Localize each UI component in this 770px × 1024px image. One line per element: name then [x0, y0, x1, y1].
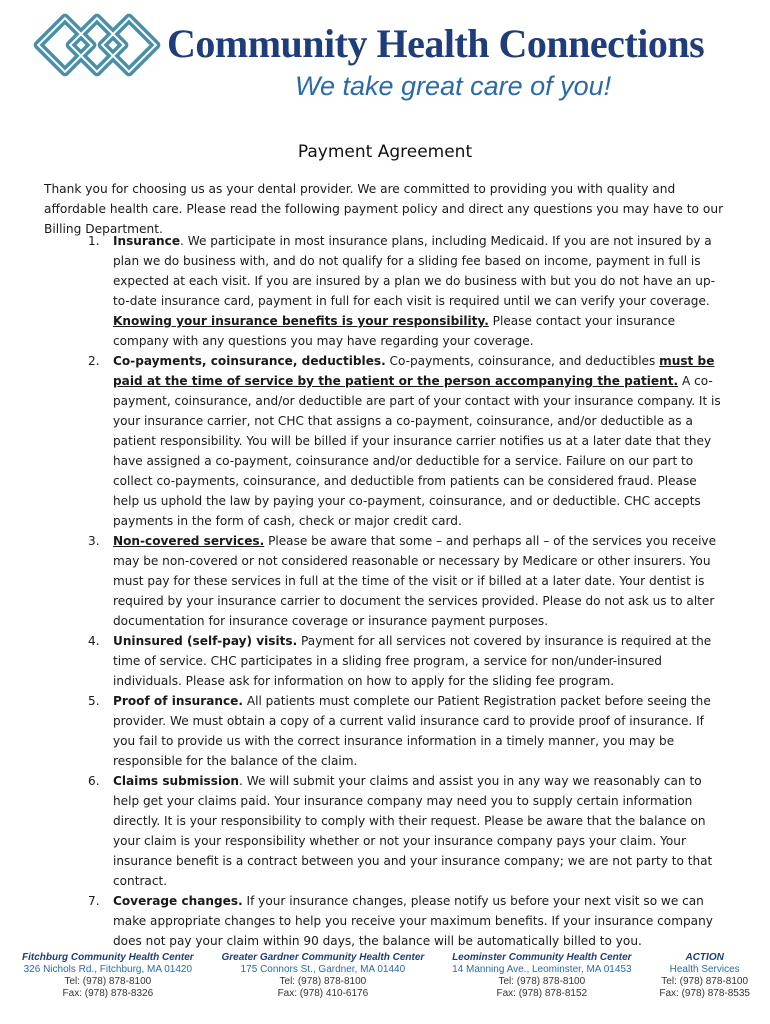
footer-location-action [659, 952, 750, 1000]
location-name: Greater Gardner Community Health Center [221, 952, 425, 963]
footer-location-gardner [221, 952, 424, 1000]
item-text-continued: Please contact your insurance company with any questions you may have regarding your coverage. [113, 314, 676, 348]
item-text: . We participate in most insurance plans, including Medicaid. If you are not insured by a plan we do business with, and do not qualify for a sliding fee based on income, payment in full is expected at each visit. If you are insured by a plan we do business with but you do not have an up-to-date insurance card, payment in full for each visit is required until we can verify your coverage. [113, 234, 716, 308]
item-number: 5. [88, 694, 100, 708]
item-text-continued: A co-payment, coinsurance, and/or deductible are part of your contact with your insurance company. It is your insurance carrier, not CHC that assigns a co-payment, coinsurance, and/or deductible as a patient responsibility. You will be billed if your insurance carrier notifies us at a later date that they have assigned a co-payment, coinsurance and/or deductible for a service. Failure on our part to collect co-payments, coinsurance, and deductible from patients can be considered fraud. Please help us uphold the law by paying your co-payment, coinsurance, and or deductible. CHC accepts payments in the form of cash, check or major credit card. [113, 374, 721, 528]
location-name: ACTION [685, 952, 724, 963]
location-name: Fitchburg Community Health Center [22, 952, 194, 963]
location-fax: Fax: (978) 878-8152 [496, 988, 588, 999]
brand-name: Community Health Connections [167, 21, 705, 66]
item-text: Co-payments, coinsurance, and deductibles [385, 354, 660, 368]
location-tel: Tel: (978) 878-8100 [661, 976, 749, 987]
item-emphasis: Knowing your insurance benefits is your responsibility. [113, 314, 489, 328]
location-fax: Fax: (978) 410-6176 [277, 988, 369, 999]
item-number: 2. [88, 354, 100, 368]
item-text: If your insurance changes, please notify us before your next visit so we can make appropriate changes to help you receive your maximum benefits. If your insurance company does not pay your claim within 90 days, the balance will be automatically billed to you. [113, 894, 713, 948]
location-address: 326 Nichols Rd., Fitchburg, MA 01420 [23, 964, 193, 975]
location-tel: Tel: (978) 878-8100 [279, 976, 367, 987]
location-tel: Tel: (978) 878-8100 [498, 976, 586, 987]
footer-location-leominster [452, 952, 631, 1000]
policy-item-proof-of-insurance [80, 691, 722, 771]
item-heading: Coverage changes. [113, 894, 243, 908]
item-heading: Insurance [113, 234, 181, 248]
location-fax: Fax: (978) 878-8326 [62, 988, 154, 999]
policy-list [80, 231, 722, 951]
letterhead [0, 0, 770, 110]
location-address: Health Services [669, 964, 740, 975]
footer-location-fitchburg [22, 952, 194, 1000]
item-text: All patients must complete our Patient Registration packet before seeing the provider. We must obtain a copy of a current valid insurance card to provide proof of insurance. If you fail to provide us with the correct insurance information in a timely manner, you may be responsible for the balance of the claim. [113, 694, 711, 768]
footer-locations [22, 952, 750, 1000]
item-text: Please be aware that some – and perhaps all – of the services you receive may be non-covered or not considered reasonable or necessary by Medicare or other insurers. You must pay for these services in full at the time of the visit or if billed at a later date. Your dentist is required by your insurance carrier to document the services provided. Please do not ask us to alter documentation for insurance coverage or insurance payment purposes. [113, 534, 717, 628]
policy-item-claims-submission [80, 771, 722, 891]
intro-paragraph: Thank you for choosing us as your dental provider. We are committed to providing you with quality and affordable health care. Please read the following payment policy and direct any questions you may have to our Billing Department. [44, 182, 724, 236]
location-address: 14 Manning Ave., Leominster, MA 01453 [452, 964, 632, 975]
location-name: Leominster Community Health Center [452, 952, 632, 963]
page-title: Payment Agreement [297, 142, 473, 162]
location-address: 175 Connors St., Gardner, MA 01440 [240, 964, 406, 975]
item-heading: Proof of insurance. [113, 694, 243, 708]
item-number: 7. [88, 894, 100, 908]
item-heading: Non-covered services. [113, 534, 265, 548]
policy-item-coverage-changes [80, 891, 722, 951]
brand-tagline: We take great care of you! [295, 71, 612, 101]
item-emphasis: must be paid at the time of service by the patient or the person accompanying the patient. [113, 354, 715, 388]
item-heading: Co-payments, coinsurance, deductibles. [113, 354, 386, 368]
item-number: 1. [88, 234, 100, 248]
location-tel: Tel: (978) 878-8100 [64, 976, 152, 987]
item-number: 6. [88, 774, 100, 788]
policy-item-copayments [80, 351, 722, 531]
policy-item-insurance [80, 231, 722, 351]
item-text: Payment for all services not covered by insurance is required at the time of service. CHC participates in a sliding free program, a service for non/under-insured individuals. Please ask for information on how to apply for the sliding fee program. [113, 634, 712, 688]
item-heading: Claims submission [113, 774, 240, 788]
item-heading: Uninsured (self-pay) visits. [113, 634, 298, 648]
location-fax: Fax: (978) 878-8535 [659, 988, 750, 999]
item-number: 3. [88, 534, 100, 548]
policy-item-non-covered [80, 531, 722, 631]
linked-diamonds-logo-icon [32, 12, 162, 82]
item-number: 4. [88, 634, 100, 648]
item-text: . We will submit your claims and assist you in any way we reasonably can to help get your claims paid. Your insurance company may need you to supply certain information directly. It is your responsibility to comply with their request. Please be aware that the balance on your claim is your responsibility whether or not your insurance company pays your claim. Your insurance benefit is a contract between you and your insurance company; we are not party to that contract. [113, 774, 713, 888]
policy-item-uninsured [80, 631, 722, 691]
